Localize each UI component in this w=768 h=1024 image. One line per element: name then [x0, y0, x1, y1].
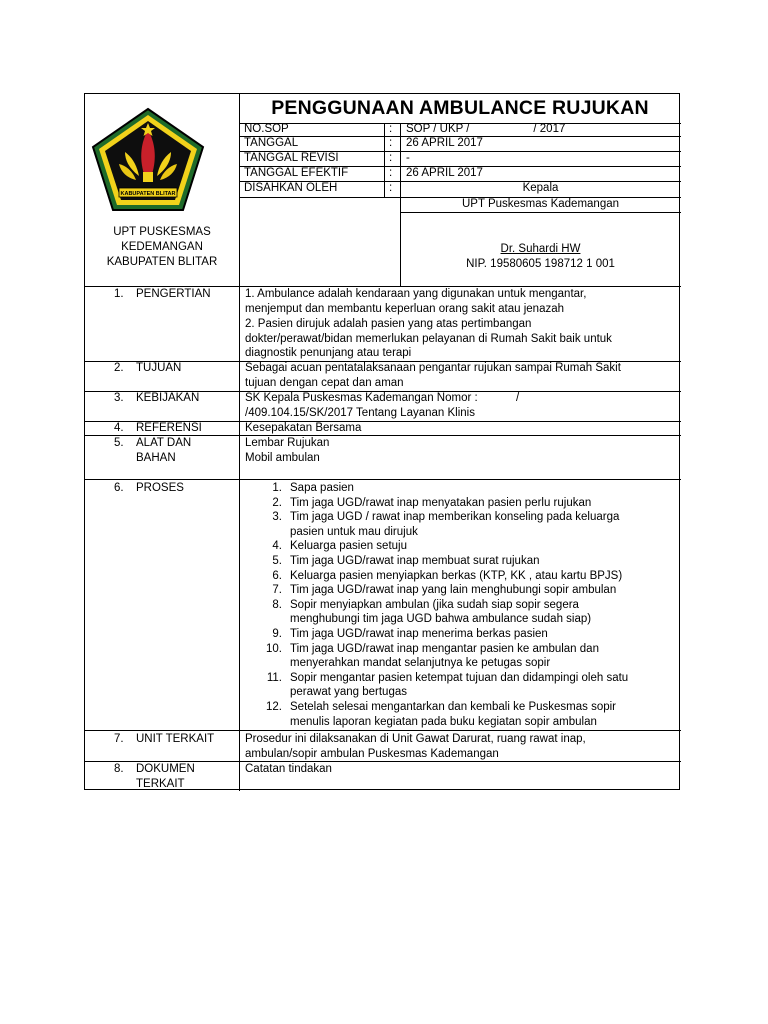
- kebijakan-line: SK Kepala Puskesmas Kademangan Nomor : /: [245, 392, 520, 404]
- section-number: 2.: [114, 362, 124, 374]
- field-label-tanggal-efektif: TANGGAL EFEKTIF: [244, 167, 349, 179]
- proses-step: 1. Sapa pasien: [272, 482, 354, 494]
- unit-terkait-line: Prosedur ini dilaksanakan di Unit Gawat Darurat, ruang rawat inap,: [245, 733, 586, 745]
- section-label-unit-terkait: UNIT TERKAIT: [136, 733, 215, 745]
- org-name-line1: UPT PUSKESMAS: [113, 226, 211, 238]
- proses-step: 12. Setelah selesai mengantarkan dan kembali ke Puskesmas sopir: [266, 700, 617, 713]
- proses-step: 9. Tim jaga UGD/rawat inap menerima berkas pasien: [272, 627, 548, 640]
- proses-step-list: [240, 481, 680, 729]
- divider: [400, 212, 681, 213]
- section-number: 8.: [114, 763, 124, 775]
- section-label-alat-dan: ALAT DAN: [136, 437, 192, 449]
- section-number: 6.: [114, 482, 124, 494]
- section-number: 1.: [114, 288, 124, 300]
- field-label-no-sop: NO.SOP: [244, 123, 289, 135]
- section-label-referensi: REFERENSI: [136, 422, 202, 434]
- tujuan-line: tujuan dengan cepat dan aman: [245, 377, 404, 389]
- sop-document: [84, 93, 680, 790]
- section-number: 3.: [114, 392, 124, 404]
- tujuan-line: Sebagai acuan pentatalaksanaan pengantar rujukan sampai Rumah Sakit: [245, 362, 621, 374]
- field-sep: :: [389, 167, 393, 179]
- proses-step: 2. Tim jaga UGD/rawat inap menyatakan pasien perlu rujukan: [272, 496, 592, 509]
- section-number: 5.: [114, 437, 124, 449]
- section-number: 4.: [114, 422, 124, 434]
- proses-step-cont: perawat yang bertugas: [290, 686, 407, 699]
- field-label-disahkan-oleh: DISAHKAN OLEH: [244, 182, 338, 194]
- field-label-tanggal: TANGGAL: [244, 137, 299, 149]
- section-label-tujuan: TUJUAN: [136, 362, 182, 374]
- section-label-kebijakan: KEBIJAKAN: [136, 392, 200, 404]
- pengertian-line: 2. Pasien dirujuk adalah pasien yang atas pertimbangan: [245, 318, 532, 330]
- proses-step: 7. Tim jaga UGD/rawat inap yang lain menghubungi sopir ambulan: [272, 584, 617, 597]
- section-label-terkait: TERKAIT: [136, 778, 185, 790]
- proses-step-cont: menulis laporan kegiatan pada buku kegiatan sopir ambulan: [290, 715, 597, 728]
- field-value-tanggal: 26 APRIL 2017: [406, 137, 483, 149]
- proses-step: 11. Sopir mengantar pasien ketempat tujuan dan didampingi oleh satu: [266, 671, 629, 684]
- approver-name: Dr. Suhardi HW: [500, 243, 581, 255]
- section-label-bahan: BAHAN: [136, 452, 176, 464]
- field-sep: :: [389, 137, 393, 149]
- divider: [384, 123, 385, 197]
- proses-step: 5. Tim jaga UGD/rawat inap membuat surat rujukan: [272, 554, 540, 567]
- section-label-proses: PROSES: [136, 482, 184, 494]
- proses-step: 6. Keluarga pasien menyiapkan berkas (KTP, KK , atau kartu BPJS): [272, 569, 623, 582]
- field-value-tanggal-revisi: -: [406, 152, 410, 164]
- proses-step-cont: pasien untuk mau dirujuk: [290, 525, 418, 538]
- proses-step: 10. Tim jaga UGD/rawat inap mengantar pasien ke ambulan dan: [266, 642, 599, 655]
- unit-terkait-line: ambulan/sopir ambulan Puskesmas Kademangan: [245, 748, 499, 760]
- proses-step: 4. Keluarga pasien setuju: [272, 540, 407, 553]
- field-sep: :: [389, 152, 393, 164]
- proses-step-cont: menghubungi tim jaga UGD bahwa ambulance sudah siap): [290, 613, 592, 626]
- org-name-line2: KEDEMANGAN: [121, 241, 203, 253]
- pengertian-line: 1. Ambulance adalah kendaraan yang digunakan untuk mengantar,: [245, 288, 587, 300]
- field-value-tanggal-efektif: 26 APRIL 2017: [406, 167, 483, 179]
- pengertian-line: menjemput dan membantu keperluan orang sakit atau jenazah: [245, 303, 565, 315]
- divider: [85, 730, 681, 731]
- divider: [85, 479, 681, 480]
- dokumen-terkait-line: Catatan tindakan: [245, 763, 332, 775]
- alat-bahan-line: Mobil ambulan: [245, 452, 320, 464]
- pengertian-line: dokter/perawat/bidan memerlukan pelayanan di Rumah Sakit baik untuk: [245, 333, 612, 345]
- field-label-tanggal-revisi: TANGGAL REVISI: [244, 152, 339, 164]
- proses-step: 3. Tim jaga UGD / rawat inap memberikan konseling pada keluarga: [272, 511, 620, 524]
- field-value-no-sop: SOP / UKP / / 2017: [406, 123, 566, 135]
- proses-step: 8. Sopir menyiapkan ambulan (jika sudah siap sopir segera: [272, 598, 579, 611]
- pengertian-line: diagnostik penunjang atau terapi: [245, 347, 412, 359]
- page-title: PENGGUNAAN AMBULANCE RUJUKAN: [271, 97, 649, 119]
- org-name-line3: KABUPATEN BLITAR: [106, 256, 218, 268]
- kabupaten-blitar-logo-icon: [89, 106, 207, 216]
- approver-title: Kepala: [522, 182, 559, 194]
- section-label-pengertian: PENGERTIAN: [136, 288, 211, 300]
- kebijakan-line: /409.104.15/SK/2017 Tentang Layanan Klinis: [245, 407, 475, 419]
- section-number: 7.: [114, 733, 124, 745]
- section-label-dokumen: DOKUMEN: [136, 763, 195, 775]
- approver-nip: NIP. 19580605 198712 1 001: [466, 258, 615, 270]
- field-sep: :: [389, 182, 393, 194]
- field-sep: :: [389, 123, 393, 135]
- alat-bahan-line: Lembar Rujukan: [245, 437, 330, 449]
- proses-step-cont: menyerahkan mandat selanjutnya ke petugas sopir: [290, 657, 551, 670]
- svg-text:KABUPATEN BLITAR: KABUPATEN BLITAR: [120, 191, 176, 197]
- approver-unit: UPT Puskesmas Kademangan: [461, 198, 620, 210]
- referensi-line: Kesepakatan Bersama: [245, 422, 362, 434]
